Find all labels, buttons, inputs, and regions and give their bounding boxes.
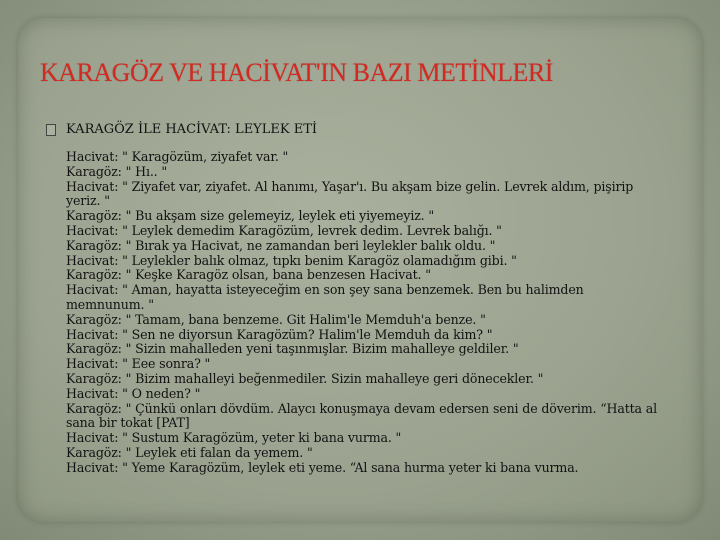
dialogue-line: Karagöz: " Bırak ya Hacivat, ne zamandan beri leylekler balık oldu. "	[66, 237, 496, 253]
square-bullet-icon	[46, 124, 56, 136]
slide-title: KARAGÖZ VE HACİVAT'IN BAZI METİNLERİ	[40, 58, 553, 87]
dialogue-line: yeriz. "	[66, 193, 110, 209]
dialogue-text	[66, 150, 694, 476]
dialogue-line: Hacivat: " Sen ne diyorsun Karagözüm? Halim'le Memduh da kim? "	[66, 326, 493, 342]
dialogue-line: Hacivat: " Sustum Karagözüm, yeter ki bana vurma. "	[66, 430, 402, 446]
dialogue-line: memnunum. "	[66, 296, 154, 312]
dialogue-line: Karagöz: " Sizin mahalleden yeni taşınmışlar. Bizim mahalleye geldiler. "	[66, 341, 519, 357]
dialogue-line: Hacivat: " Ziyafet var, ziyafet. Al hanımı, Yaşar'ı. Bu akşam bize gelin. Levrek aldım, pişirip	[66, 178, 634, 194]
dialogue-line: Hacivat: " Leylek demedim Karagözüm, levrek dedim. Levrek balığı. "	[66, 222, 502, 238]
dialogue-line: Hacivat: " Leylekler balık olmaz, tıpkı benim Karagöz olamadığım gibi. "	[66, 252, 517, 268]
dialogue-line: Hacivat: " Karagözüm, ziyafet var. "	[66, 149, 289, 164]
dialogue-line: Karagöz: " Çünkü onları dövdüm. Alaycı konuşmaya devam edersen seni de döverim. “Hatta al	[66, 400, 657, 416]
dialogue-line: Karagöz: " Leylek eti falan da yemem. "	[66, 444, 313, 460]
dialogue-line: Karagöz: " Tamam, bana benzeme. Git Halim'le Memduh'a benze. "	[66, 311, 486, 327]
dialogue-line: Hacivat: " Yeme Karagözüm, leylek eti yeme. “Al sana hurma yeter ki bana vurma.	[66, 459, 579, 475]
section-heading-row	[46, 122, 686, 137]
dialogue-line: Hacivat: " O neden? "	[66, 385, 201, 401]
dialogue-line: Hacivat: " Eee sonra? "	[66, 356, 211, 372]
dialogue-line: Hacivat: " Aman, hayatta isteyeceğim en son şey sana benzemek. Ben bu halimden	[66, 282, 584, 298]
section-heading: KARAGÖZ İLE HACİVAT: LEYLEK ETİ	[66, 122, 318, 137]
dialogue-line: Karagöz: " Bu akşam size gelemeyiz, leylek eti yiyemeyiz. "	[66, 208, 435, 224]
dialogue-line: sana bir tokat [PAT]	[66, 415, 190, 431]
dialogue-line: Karagöz: " Hı.. "	[66, 163, 168, 179]
dialogue-line: Karagöz: " Keşke Karagöz olsan, bana benzesen Hacivat. "	[66, 267, 431, 283]
dialogue-line: Karagöz: " Bizim mahalleyi beğenmediler. Sizin mahalleye geri dönecekler. "	[66, 370, 544, 386]
